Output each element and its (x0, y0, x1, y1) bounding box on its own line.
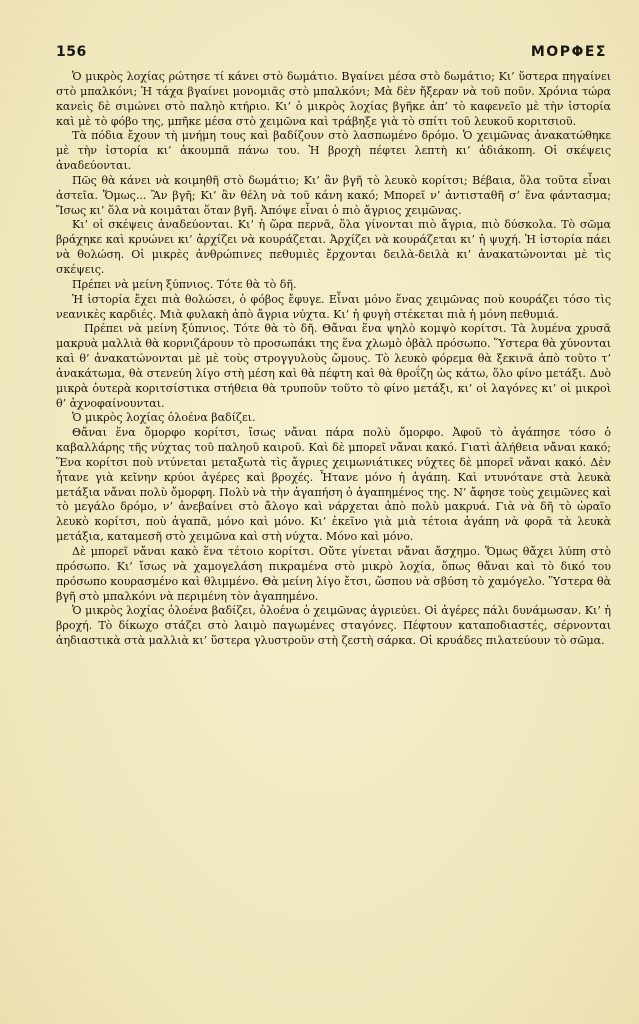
paragraph: Τὰ πόδια ἔχουν τὴ μνήμη τους καὶ βαδίζουν στὸ λασπωμένο δρόμο. Ὁ χειμῶνας ἀνακατώθηκε μὲ τὴν ἱστορία κι’ ἀκουμπᾶ πάνω του. Ἡ βροχὴ πέφτει λεπτὴ κι’ ἀδιάκοπη. Οἱ σκέψεις ἀναδεύονται. (56, 129, 611, 173)
paragraph: Ὁ μικρὸς λοχίας ὁλοένα βαδίζει. (72, 411, 256, 425)
paragraph: Πρέπει νὰ μείνη ξύπνιος. Τότε θὰ τὸ δῆ. (72, 277, 297, 291)
paragraph: Ὁ μικρὸς λοχίας ὁλοένα βαδίζει, ὁλοένα ὁ χειμῶνας ἀγριεύει. Οἱ ἀγέρες πάλι δυνάμωσαν. Κι’ ἡ βροχή. Τὸ δίκωχο στάζει στὸ λαιμὸ παγωμένες σταγόνες. Πέφτουν καταποδιαστές, σέρνονται ἀηδιαστικὰ στὰ μαλλιὰ κι’ ὕστερα γλυστροῦν στὴ ζεστὴ σάρκα. Οἱ κρυάδες πιλατεύουν τὸ σῶμα. (56, 604, 611, 648)
paragraph: Δὲ μπορεῖ νἄναι κακὸ ἕνα τέτοιο κορίτσι. Οὔτε γίνεται νἄναι ἄσχημο. Ὅμως θἄχει λύπη στὸ πρόσωπο. Κι’ ἴσως νὰ χαμογελάση πικραμένα στὸ μικρὸ λοχία, ὅπως θἄναι καὶ τὸ δικό του πρόσωπο κουρασμένο καὶ θλιμμένο. Θὰ μείνη λίγο ἔτσι, ὥσπου νὰ σβύση τὸ χαμόγελο. Ὕστερα θὰ βγῆ στὸ μπαλκόνι νὰ περιμένη τὸν ἀγαπημένο. (56, 545, 611, 603)
paragraph: Πῶς θὰ κάνει νὰ κοιμηθῆ στὸ δωμάτιο; Κι’ ἂν βγῆ τὸ λευκὸ κορίτσι; Βέβαια, ὅλα τοῦτα εἶναι ἀστεῖα. Ὅμως... Ἂν βγῆ; Κι’ ἂν θέλη νὰ τοῦ κάνη κακό; Μπορεῖ ν’ ἀντισταθῆ σ’ ἕνα φάντασμα; Ἴσως κι’ ὅλα νὰ κοιμᾶται ὅταν βγῆ. Ἀπόψε εἶναι ὁ πιὸ ἄγριος χειμῶνας. (56, 173, 611, 217)
page-number: 156 (56, 44, 87, 60)
paragraph: Ὁ μικρὸς λοχίας ρώτησε τί κάνει στὸ δωμάτιο. Βγαίνει μέσα στὸ δωμάτιο; Κι’ ὕστερα πηγαίνει στὸ μπαλκόνι; Ἡ τάχα βγαίνει μονομιᾶς στὸ μπαλκόνι; Μὰ δὲν ἤξεραν νὰ τοῦ ποῦν. Χρόνια τώρα κανεὶς δὲ σιμώνει στὸ παληὸ κτήριο. Κι’ ὁ μικρὸς λοχίας βγῆκε ἀπ’ τὸ καφενεῖο μὲ τὴν ἱστορία καὶ μὲ τὸ φόβο της, μπῆκε μέσα στὸ χειμῶνα καὶ τράβηξε γιὰ τὸ σπίτι τοῦ λευκοῦ κοριτσιοῦ. (56, 70, 611, 128)
paragraph: Θἄναι ἕνα ὄμορφο κορίτσι, ἴσως νἄναι πάρα πολὺ ὄμορφο. Ἀφοῦ τὸ ἀγάπησε τόσο ὁ καβαλλάρης τῆς νύχτας τοῦ παληοῦ καιροῦ. Καὶ δὲ μπορεῖ νἄναι κακό. Γιατὶ ἀλήθεια νἄναι κακό; Ἕνα κορίτσι ποὺ ντύνεται μεταξωτὰ τὶς ἄγριες χειμωνιάτικες νύχτες δὲ μπορεῖ νἄναι κακό. Δὲν ἦτανε γιὰ κεῖνην κρύοι ἀγέρες καὶ βροχές. Ἦτανε μόνο ἡ ἀγάπη. Καὶ ντυνότανε στὰ λευκὰ μετάξια νἄναι πολὺ ὄμορφη. Πολὺ νὰ τὴν ἀγαπήση ὁ ἀγαπημένος της. Ν’ ἄφησε τοὺς χειμῶνες καὶ τὸ μεγάλο δρόμο, ν’ ἀνεβαίνει στὸ ἄλογο καὶ νάρχεται ἀπὸ πολὺ μακρυά. Γιὰ νὰ δῆ τὸ ὡραῖο λευκὸ κορίτσι, ποὺ ἀγαπᾶ, μόνο καὶ μόνο. Κι’ ἐκεῖνο γιὰ μιὰ τέτοια ἀγάπη νὰ φορᾶ τὰ λευκὰ μετάξια, καταμεσῆ στὸ χειμῶνα καὶ στὴ νύχτα. Μόνο καὶ μόνο. (56, 426, 611, 544)
paragraph: Ἡ ἱστορία ἔχει πιὰ θολώσει, ὁ φόβος ἔφυγε. Εἶναι μόνο ἕνας χειμῶνας ποὺ κουράζει τόσο τὶς νεανικὲς καρδιές. Μιὰ φυλακὴ ἀπὸ ἄγρια νύχτα. Κι’ ἡ φυγὴ στέκεται πιὰ ἡ μόνη πεθυμιά. (56, 292, 611, 321)
paragraph: Πρέπει νὰ μείνη ξύπνιος. Τότε θὰ τὸ δῆ. Θἄναι ἕνα ψηλὸ κομψὸ κορίτσι. Τὰ λυμένα χρυσᾶ μακρυὰ μαλλιὰ θὰ κορνιζάρουν τὸ προσωπάκι της ἕνα χλωμὸ ὀβὰλ πρόσωπο. Ὕστερα θὰ χύνονται καὶ θ’ ἀνακατώνονται μὲ μὲ τοὺς στρογγυλοὺς ὤμους. Τὸ λευκὸ φόρεμα θὰ ξεκινᾶ ἀπὸ τοῦτο τ’ ἀνακάτωμα, θὰ στενεύη λίγο στὴ μέση καὶ θὰ πέφτη καὶ θὰ θροΐζη ὡς κάτω, ὅλο φίνο μετάξι. Δυὸ μικρὰ ὀυτερὰ κοριτσίστικα στήθεια θὰ τρυποῦν τοῦτο τὸ φίνο μετάξι, κι’ οἱ λαγόνες κι’ οἱ μικροὶ θ’ ἀχνοφαίνουνται. (56, 322, 611, 410)
running-title: ΜΟΡΦΕΣ (530, 44, 607, 60)
page-header (56, 44, 611, 60)
body-text (56, 70, 611, 649)
paragraph: Κι’ οἱ σκέψεις ἀναδεύονται. Κι’ ἡ ὥρα περνᾶ, ὅλα γίνονται πιὸ ἄγρια, πιὸ δύσκολα. Τὸ σῶμα βράχηκε καὶ κρυώνει κι’ ἀρχίζει νὰ κουράζεται. Ἀρχίζει νὰ κουράζεται κι’ ἡ ψυχή. Ἡ ἱστορία πάει νὰ θολώση. Οἱ μικρὲς ἀνθρώπινες πεθυμιὲς ἔρχονται δειλὰ-δειλὰ κι’ ἀνακατώνονται μὲ τὶς σκέψεις. (56, 218, 611, 276)
